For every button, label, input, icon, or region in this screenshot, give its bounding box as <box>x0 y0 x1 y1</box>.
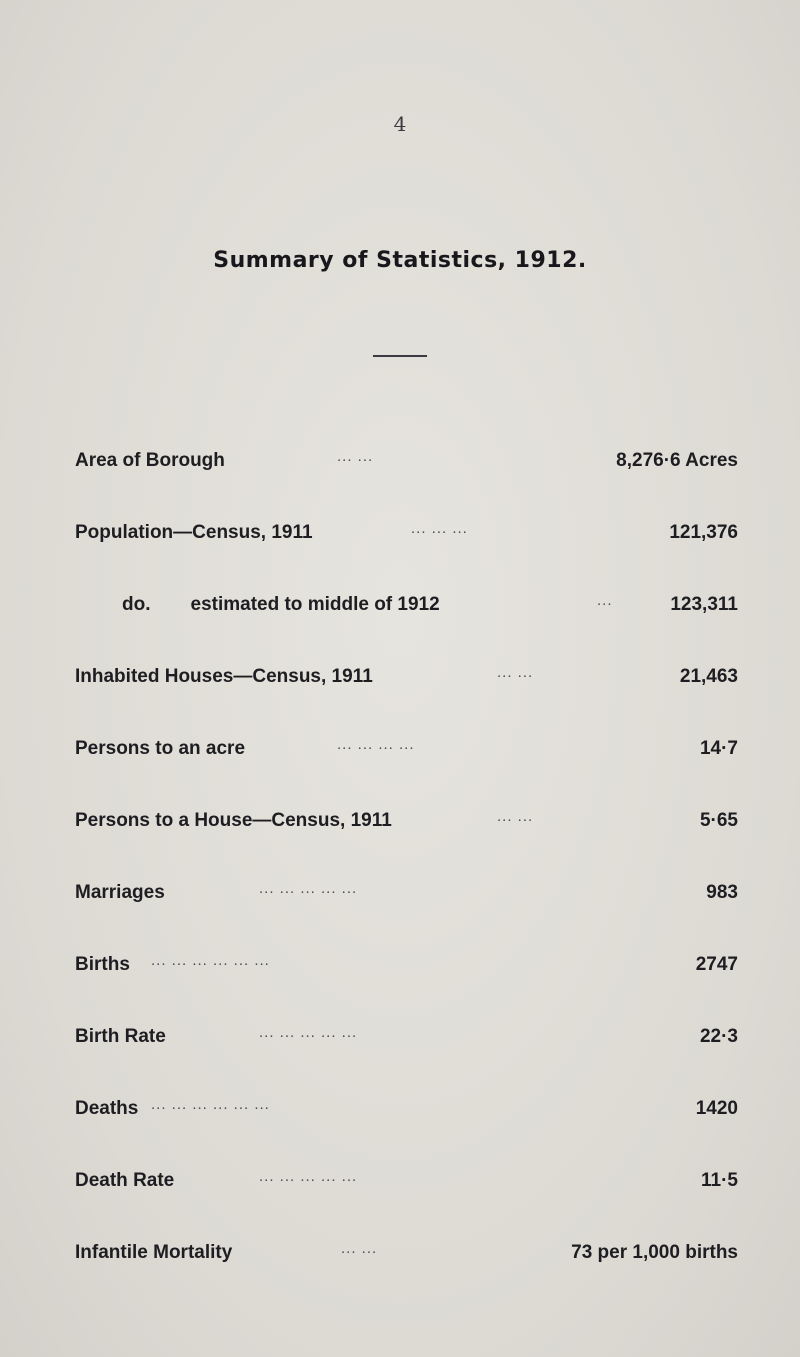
stat-leader-dots: ... ... ... ... ... <box>259 880 358 897</box>
stat-row-persons-per-acre <box>75 738 738 810</box>
stat-label: Birth Rate <box>75 1026 166 1047</box>
stat-value: 14·7 <box>699 738 738 759</box>
stat-label-text: estimated to middle of 1912 <box>190 594 440 615</box>
stat-row-births <box>75 954 738 1026</box>
stat-leader-dots: ... ... ... ... ... ... <box>151 1096 270 1113</box>
title-divider <box>373 355 427 357</box>
stat-leader-dots: ... ... ... ... <box>337 736 415 753</box>
stat-row-persons-per-house <box>75 810 738 882</box>
stat-label: Births <box>75 954 130 975</box>
stat-value: 2747 <box>695 954 738 975</box>
stat-value: 21,463 <box>679 666 738 687</box>
stat-leader-dots: ... ... <box>341 1240 378 1257</box>
stat-value: 11·5 <box>701 1170 738 1191</box>
stat-label: Persons to an acre <box>75 738 246 759</box>
stat-value: 5·65 <box>699 810 738 831</box>
stat-row-marriages <box>75 882 738 954</box>
stat-row-infantile-mortality <box>75 1242 738 1314</box>
stat-leader-dots: ... ... <box>497 664 534 681</box>
page-number: 4 <box>393 112 407 136</box>
stat-leader-dots: ... ... ... <box>411 520 468 537</box>
stat-label: Persons to a House—Census, 1911 <box>75 810 392 831</box>
stat-label <box>122 594 440 616</box>
page-title: Summary of Statistics, 1912. <box>213 248 587 273</box>
stat-leader-dots: ... ... ... ... ... <box>259 1024 358 1041</box>
stat-label: Population—Census, 1911 <box>75 522 313 543</box>
stat-leader-dots: ... <box>597 592 613 609</box>
stat-value: 123,311 <box>670 594 738 615</box>
stat-value: 22·3 <box>699 1026 738 1047</box>
ditto-mark: do. <box>122 594 151 615</box>
stat-label: Infantile Mortality <box>75 1242 233 1263</box>
stat-leader-dots: ... ... <box>337 448 374 465</box>
stat-label: Inhabited Houses—Census, 1911 <box>75 666 373 687</box>
stat-label: Area of Borough <box>75 450 225 471</box>
stat-value: 8,276·6 Acres <box>616 450 738 471</box>
stat-leader-dots: ... ... ... ... ... <box>259 1168 358 1185</box>
statistics-table <box>75 450 738 1314</box>
stat-row-area <box>75 450 738 522</box>
stat-label: Deaths <box>75 1098 139 1119</box>
stat-row-birth-rate <box>75 1026 738 1098</box>
stat-row-deaths <box>75 1098 738 1170</box>
stat-row-death-rate <box>75 1170 738 1242</box>
stat-row-population-census <box>75 522 738 594</box>
stat-leader-dots: ... ... <box>497 808 534 825</box>
stat-value: 1420 <box>695 1098 738 1119</box>
stat-value: 121,376 <box>669 522 738 543</box>
stat-row-population-estimated <box>75 594 738 666</box>
stat-label: Marriages <box>75 882 165 903</box>
stat-row-inhabited-houses <box>75 666 738 738</box>
stat-value: 73 per 1,000 births <box>571 1242 738 1263</box>
stat-leader-dots: ... ... ... ... ... ... <box>151 952 270 969</box>
stat-value: 983 <box>706 882 738 903</box>
stat-label: Death Rate <box>75 1170 175 1191</box>
